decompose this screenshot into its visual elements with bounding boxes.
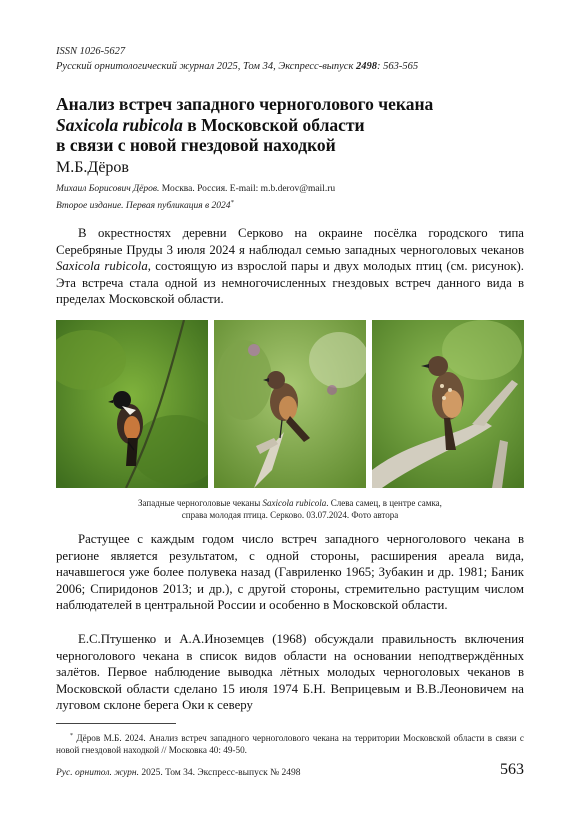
paragraph-intro-text-1: В окрестностях деревни Серково на окраине посёлка городского типа Серебряные Пруды 3 июля 2024 я наблюдал семью западных черноголовых чеканов [56, 226, 524, 257]
footnote [56, 730, 524, 756]
footnote-ref-mark: * [230, 199, 234, 206]
paragraph-range-expansion [56, 531, 524, 614]
journal-citation-line [56, 59, 526, 74]
title-line-2-rest: в Московской области [182, 114, 365, 135]
title-line-3: в связи с новой гнездовой находкой [56, 135, 336, 155]
paragraph-history-text: Е.С.Птушенко и А.А.Иноземцев (1968) обсуждали правильность включения черноголового чекана в список видов области на основании неподтверждённых залётов. Первое наблюдение выводка лётных молодых черноголовых чеканов в Московской области сделано 15 июля 1974 Б.Н. Веприцевым и В.В.Леоновичем на луговом склоне берега Оки к северу [56, 632, 524, 713]
footer-citation [56, 768, 301, 778]
edition-text: Второе издание. Первая публикация в 2024 [56, 201, 231, 212]
caption-text-2: . Слева самец, в центре самка, [326, 498, 442, 508]
journal-name: Русский орнитологический журнал 2025, Том 34, Экспресс-выпуск [56, 61, 356, 72]
paragraph-intro-latin: Saxicola rubicola [56, 259, 148, 274]
author-contact: Москва. Россия. E-mail: m.b.derov@mail.ru [159, 184, 336, 194]
figure-photos [56, 320, 524, 488]
footer-journal: Рус. орнитол. журн. [56, 768, 139, 778]
photo-male [56, 320, 208, 488]
title-line-1: Анализ встреч западного черноголового чекана [56, 94, 434, 114]
figure-caption [56, 497, 524, 521]
paragraph-intro-text-2: , состоящую из взрослой пары и двух молодых птиц (см. рисунок). Эта встреча стала одной из немногочисленных гнездовых встреч данного вида в пределах Московской области. [56, 259, 524, 307]
issn: ISSN 1026-5627 [56, 46, 126, 57]
article-title [56, 94, 526, 156]
photo-female [214, 320, 366, 488]
footnote-mark: * [70, 733, 73, 739]
paragraph-intro [56, 225, 524, 308]
author-affiliation [56, 183, 526, 195]
caption-text-1: Западные черноголовые чеканы [138, 498, 263, 508]
paragraph-history [56, 631, 524, 714]
footnote-divider [56, 723, 176, 724]
caption-line-1 [56, 497, 524, 509]
footnote-text: Дёров М.Б. 2024. Анализ встреч западного черноголового чекана на территории Московской области в связи с новой гнездовой находкой // Московка 40: 49-50. [56, 733, 524, 756]
photo-juvenile [372, 320, 524, 488]
author-name: М.Б.Дёров [56, 159, 129, 176]
title-line-2 [56, 115, 526, 136]
page-number: 563 [500, 761, 524, 778]
edition-note [56, 199, 234, 211]
issue-number: 2498 [356, 61, 377, 72]
title-latin-name: Saxicola rubicola [56, 114, 183, 135]
footer-issue: 2025. Том 34. Экспресс-выпуск № 2498 [138, 768, 301, 778]
caption-line-2: справа молодая птица. Серково. 03.07.2024. Фото автора [181, 510, 399, 520]
journal-header [56, 44, 526, 74]
page-range: : 563-565 [377, 61, 419, 72]
caption-latin: Saxicola rubicola [262, 498, 327, 508]
paragraph-range-expansion-text: Растущее с каждым годом число встреч западного черноголового чекана в регионе является результатом, с одной стороны, расширения ареала вида, начавшегося уже более полувека назад (Гавриленко 1965; Зубакин и др. 1981; Баник 2006; Спиридонов 2013; и др.), с другой стороны, стремительно растущим числом наблюдателей в центральной России и особенно в Московской области. [56, 532, 524, 613]
author-full-name: Михаил Борисович Дёров. [56, 184, 160, 194]
